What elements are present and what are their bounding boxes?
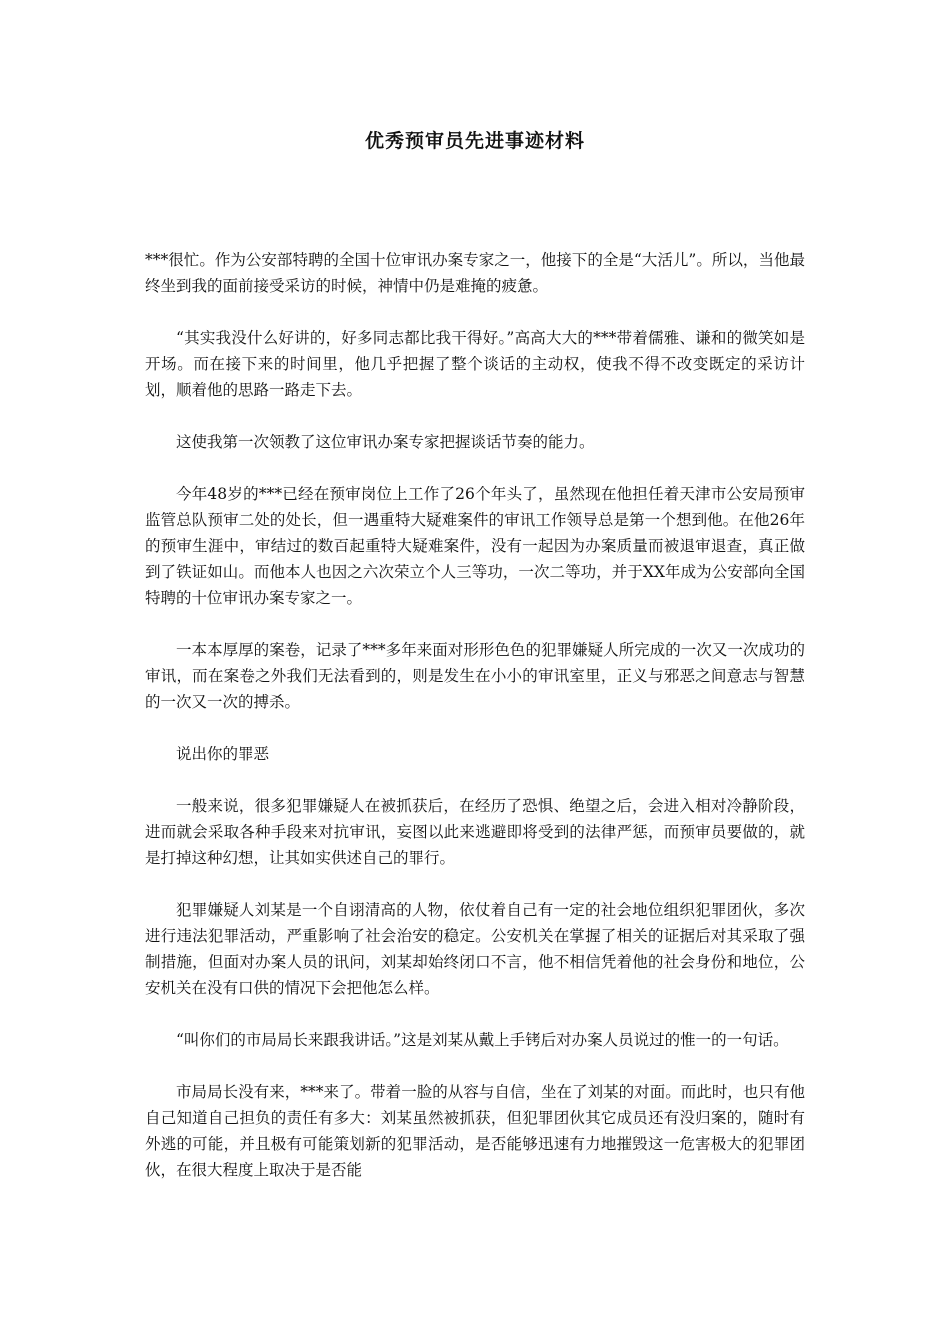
paragraph-5: 一本本厚厚的案卷，记录了***多年来面对形形色色的犯罪嫌疑人所完成的一次又一次成功的审讯，而在案卷之外我们无法看到的，则是发生在小小的审讯室里，正义与邪恶之间意志与智慧的一次又一次的搏杀。	[145, 641, 805, 711]
paragraph-9: “叫你们的市局局长来跟我讲话。”这是刘某从戴上手铐后对办案人员说过的惟一的一句话。	[176, 1031, 789, 1049]
paragraph-10: 市局局长没有来，***来了。带着一脸的从容与自信，坐在了刘某的对面。而此时，也只有他自己知道自己担负的责任有多大：刘某虽然被抓获，但犯罪团伙其它成员还有没归案的，随时有外逃的可能，并且极有可能策划新的犯罪活动，是否能够迅速有力地摧毁这一危害极大的犯罪团伙，在很大程度上取决于是否能	[145, 1083, 805, 1179]
paragraph-1: ***很忙。作为公安部特聘的全国十位审讯办案专家之一，他接下的全是“大活儿”。所以，当他最终坐到我的面前接受采访的时候，神情中仍是难掩的疲惫。	[145, 251, 805, 295]
paragraph-7: 一般来说，很多犯罪嫌疑人在被抓获后，在经历了恐惧、绝望之后，会进入相对冷静阶段，进而就会采取各种手段来对抗审讯，妄图以此来逃避即将受到的法律严惩，而预审员要做的，就是打掉这种幻想，让其如实供述自己的罪行。	[145, 797, 805, 867]
paragraph-3: 这使我第一次领教了这位审讯办案专家把握谈话节奏的能力。	[176, 433, 595, 451]
paragraph-8: 犯罪嫌疑人刘某是一个自诩清高的人物，依仗着自己有一定的社会地位组织犯罪团伙，多次进行违法犯罪活动，严重影响了社会治安的稳定。公安机关在掌握了相关的证据后对其采取了强制措施，但面对办案人员的讯问，刘某却始终闭口不言，他不相信凭着他的社会身份和地位，公安机关在没有口供的情况下会把他怎么样。	[145, 901, 805, 997]
paragraph-2: “其实我没什么好讲的，好多同志都比我干得好。”高高大大的***带着儒雅、谦和的微笑如是开场。而在接下来的时间里，他几乎把握了整个谈话的主动权，使我不得不改变既定的采访计划，顺着他的思路一路走下去。	[145, 329, 805, 399]
document-body	[145, 247, 805, 1209]
section-heading: 说出你的罪恶	[176, 745, 270, 763]
paragraph-4: 今年48岁的***已经在预审岗位上工作了26个年头了，虽然现在他担任着天津市公安局预审监管总队预审二处的处长，但一遇重特大疑难案件的审讯工作领导总是第一个想到他。在他26年的预审生涯中，审结过的数百起重特大疑难案件，没有一起因为办案质量而被退审退查，真正做到了铁证如山。而他本人也因之六次荣立个人三等功，一次二等功，并于XX年成为公安部向全国特聘的十位审讯办案专家之一。	[145, 485, 805, 607]
document-title: 优秀预审员先进事迹材料	[364, 130, 585, 152]
